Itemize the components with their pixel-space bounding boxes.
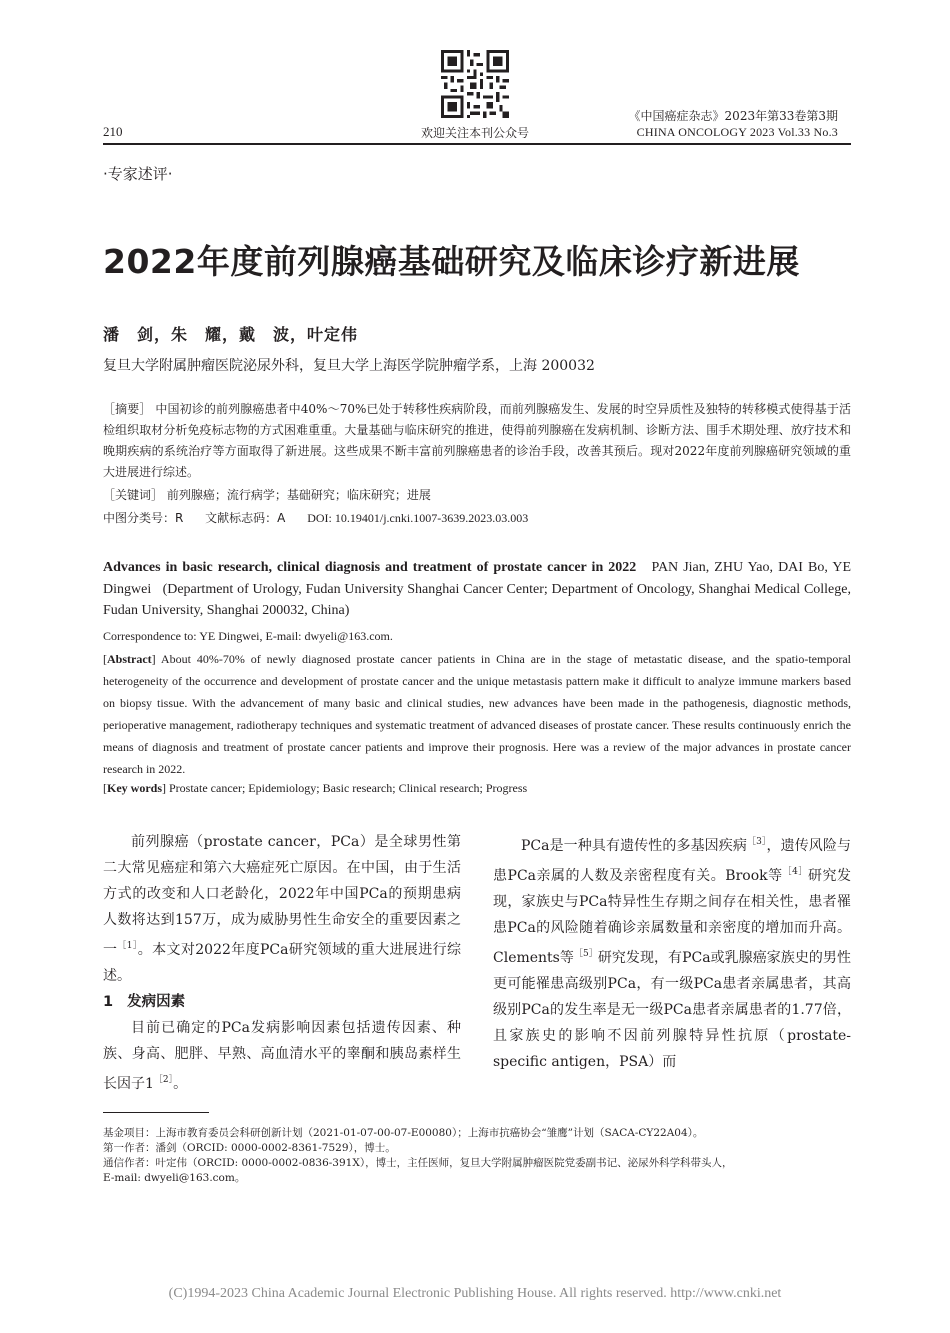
citation-ref[interactable]: ［1］ — [117, 941, 138, 951]
email-note: E-mail: dwyeli@163.com。 — [103, 1172, 246, 1184]
en-keywords-label: Key words — [107, 781, 162, 795]
first-author-note: 第一作者：潘剑（ORCID: 0000-0002-8361-7529），博士。 — [103, 1142, 396, 1154]
fund-note: 基金项目：上海市教育委员会科研创新计划（2021-01-07-00-07-E00080）；上海市抗癌协会“雏鹰”计划（SACA-CY22A04）。 — [103, 1127, 704, 1139]
cn-keywords-label: ［关键词］ — [103, 488, 164, 502]
cn-meta — [103, 508, 851, 529]
en-keywords-text: Prostate cancer; Epidemiology; Basic research; Clinical research; Progress — [169, 781, 528, 795]
footnote-divider — [103, 1112, 209, 1113]
en-abstract: [Abstract] About 40%-70% of newly diagnosed prostate cancer patients in China are in the stage of metastatic disease, and the spatio-temporal heterogeneity of the occurrence and development of prostate cancer and the unique metastasis pattern make it difficult to analyze immune markers based on biopsy tissue. With the advancement of many basic and clinical studies, new advances have been made in the pathogenesis, diagnostic methods, perioperative management, radiotherapy techniques and systematic treatment of advanced diseases of prostate cancer. These results continuously enrich the means of diagnosis and treatment of prostate cancer patients and improve their prognosis. Here was a review of the major advances in prostate cancer research in 2022. — [103, 652, 851, 776]
journal-name-en: CHINA ONCOLOGY 2023 Vol.33 No.3 — [636, 125, 838, 139]
genetics-paragraph: PCa是一种具有遗传性的多基因疾病$^{[3]}$，遗传风险与患PCa亲属的人数及亲密程度有关。Brook等$^{[4]}$研究发现，家族史与PCa特异性生存期之间存在相关性，患者罹患PCa的风险随着确诊亲属数量和亲密度的增加而升高。Clements等$^{[5]}$研究发现，有PCa或乳腺癌家族史的男性更可能罹患高级别PCa，有一级PCa患者亲属患者，其高级别PCa的发生率是无一级PCa患者亲属患者的1.77倍，且家族史的影响不因前列腺特异性抗原（prostate-specific antigen，PSA）而 — [493, 837, 851, 1070]
page-number: 210 — [103, 124, 123, 139]
section-paragraph: 目前已确定的PCa发病影响因素包括遗传因素、种族、身高、肥胖、早熟、高血清水平的睾酮和胰岛素样生长因子$1^{[2]}$。 — [103, 1020, 461, 1092]
document-code: 文献标志码：A — [205, 511, 286, 525]
citation-ref[interactable]: ［5］ — [573, 949, 598, 959]
qr-caption: 欢迎关注本刊公众号 — [420, 126, 529, 140]
en-correspondence: Correspondence to: YE Dingwei, E-mail: dwyeli@163.com. — [103, 629, 393, 643]
header-divider — [103, 143, 851, 145]
cn-abstract-label: ［摘要］ — [103, 402, 152, 416]
body-column-left — [103, 829, 461, 1097]
en-authors: PAN Jian, ZHU Yao, DAI Bo, YE Dingwei — [103, 560, 852, 597]
cn-abstract-text: 中国初诊的前列腺癌患者中40%～70%已处于转移性疾病阶段，而前列腺癌发生、发展的时空异质性及独特的转移模式使得基于活检组织取材分析免疫标志物的方式困难重重。大量基础与临床研究的推进，使得前列腺癌在发病机制、诊断方法、围手术期处理、放疗技术和晚期疾病的系统治疗等方面取得了新进展。这些成果不断丰富前列腺癌患者的诊治手段，改善其预后。现对2022年度前列腺癌研究领域的重大进展进行综述。 — [103, 402, 851, 479]
corresponding-author-note: 通信作者：叶定伟（ORCID: 0000-0002-0836-391X），博士，主任医师，复旦大学附属肿瘤医院党委副书记、泌尿外科学科带头人， — [103, 1157, 733, 1169]
intro-paragraph: 前列腺癌（prostate cancer，PCa）是全球男性第二大常见癌症和第六大癌症死亡原因。在中国，由于生活方式的改变和人口老龄化，2022年中国PCa的预期患病人数将达到157万，成为威胁男性生命安全的重要因素之一$^{[1]}$。本文对2022年度PCa研究领域的重大进展进行综述。 — [103, 834, 462, 984]
en-title-block — [103, 557, 851, 622]
clc-number: 中图分类号：R — [103, 511, 184, 525]
section-label: ·专家述评· — [103, 165, 173, 183]
section-heading: 1 发病因素 — [103, 994, 186, 1010]
cn-keywords-text: 前列腺癌；流行病学；基础研究；临床研究；进展 — [166, 488, 431, 502]
doi: DOI: 10.19401/j.cnki.1007-3639.2023.03.003 — [307, 511, 529, 525]
citation-ref[interactable]: ［2］ — [153, 1075, 174, 1085]
en-abstract-label: Abstract — [107, 652, 152, 666]
qr-code-icon — [441, 50, 509, 118]
citation-ref[interactable]: ［4］ — [782, 867, 808, 877]
cn-abstract — [103, 399, 851, 483]
affiliation: 复旦大学附属肿瘤医院泌尿外科，复旦大学上海医学院肿瘤学系，上海 200032 — [103, 358, 595, 374]
en-abstract-text: About 40%-70% of newly diagnosed prostate cancer patients in China are in the stage of metastatic disease, and the spatio-temporal heterogeneity of the occurrence and development of prostate cancer and the unique metastasis pattern make it difficult to analyze immune markers based on biopsy tissue. With the advancement of many basic and clinical studies, new advances have been made in the pathogenesis, diagnostic methods, perioperative management, radiotherapy techniques and systematic treatment of advanced diseases of prostate cancer. These results continuously enrich the means of diagnosis and treatment of prostate cancer patients and improve their prognosis. Here was a review of the major advances in prostate cancer research in 2022. — [103, 652, 851, 776]
copyright-watermark: (C)1994-2023 China Academic Journal Electronic Publishing House. All rights reserved. http://www.cnki.net — [168, 1286, 782, 1301]
authors: 潘 剑，朱 耀，戴 波，叶定伟 — [103, 325, 359, 344]
citation-ref[interactable]: ［3］ — [746, 837, 767, 847]
journal-name-cn: 《中国癌症杂志》2023年第33卷第3期 — [628, 109, 838, 123]
body-column-right — [493, 829, 851, 1075]
cn-keywords — [103, 485, 851, 506]
en-title: Advances in basic research, clinical diagnosis and treatment of prostate cancer in 2022 — [103, 560, 637, 575]
en-affiliation: (Department of Urology, Fudan University Shanghai Cancer Center; Department of Oncology, Shanghai Medical College, Fudan University, Shanghai 200032, China) — [103, 581, 851, 618]
article-title: 2022年度前列腺癌基础研究及临床诊疗新进展 — [103, 242, 800, 281]
en-keywords: [Key words] Prostate cancer; Epidemiology; Basic research; Clinical research; Progress — [103, 781, 528, 795]
footnotes — [103, 1126, 851, 1186]
